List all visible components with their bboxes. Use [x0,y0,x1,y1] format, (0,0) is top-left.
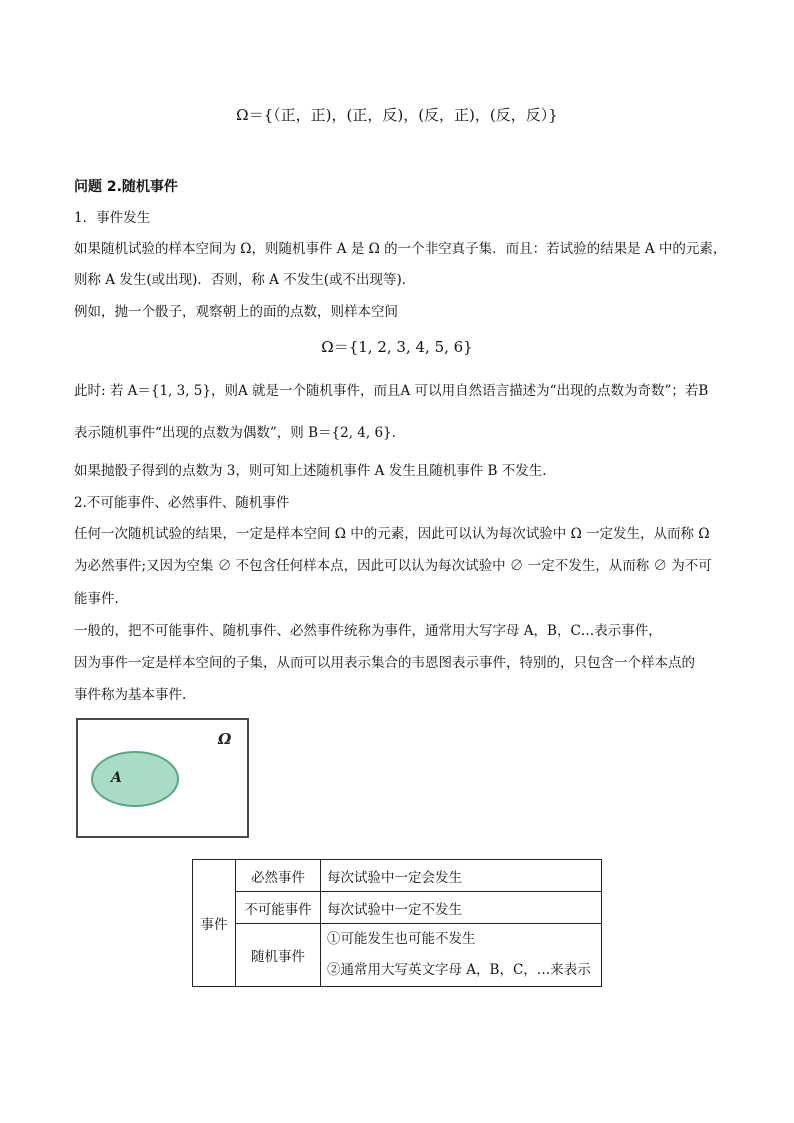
venn-universe-label: Ω [218,730,232,748]
venn-set-label: A [111,770,122,786]
table-cell-desc: 每次试验中一定会发生 [321,860,602,892]
table-cell-name: 不可能事件 [236,892,321,924]
table-row [193,860,602,892]
table-header-cell: 事件 [193,860,236,987]
table-cell-desc: 每次试验中一定不发生 [321,892,602,924]
venn-diagram [76,718,249,838]
omega-set-formula: Ω＝{（正，正)，(正，反)，(反，正)，(反，反）} [236,106,558,124]
sample-space-formula: Ω＝{1, 2, 3, 4, 5, 6} [321,338,473,356]
paragraph-4: 如果抛骰子得到的点数为 3，则可知上述随机事件 A 发生且随机事件 B 不发生. [74,463,547,479]
table-row [193,892,602,924]
paragraph-7-line-2: 事件称为基本事件. [74,687,187,703]
paragraph-2: 例如，抛一个骰子，观察朝上的面的点数，则样本空间 [74,304,398,320]
table-desc-line: ①可能发生也可能不发生 [327,931,476,947]
table-cell-name: 必然事件 [236,860,321,892]
paragraph-1-line-2: 则称 A 发生(或出现)．否则，称 A 不发生(或不出现等)． [74,272,416,288]
paragraph-7-line-1: 因为事件一定是样本空间的子集，从而可以用表示集合的韦恩图表示事件，特别的，只包含一个样本点的 [74,655,695,671]
subsection-title-1: 1．事件发生 [74,210,151,226]
table-row [193,924,602,987]
table-desc-line: ②通常用大写英文字母 A，B，C，…来表示 [327,962,591,978]
paragraph-5-line-1: 任何一次随机试验的结果，一定是样本空间 Ω 中的元素，因此可以认为每次试验中 Ω 一定发生，从而称 Ω [74,526,710,542]
paragraph-6: 一般的，把不可能事件、随机事件、必然事件统称为事件，通常用大写字母 A，B，C…表示事件， [74,623,662,639]
paragraph-1-line-1: 如果随机试验的样本空间为 Ω，则随机事件 A 是 Ω 的一个非空真子集．而且：若试验的结果是 A 中的元素， [74,241,727,257]
event-types-table [192,859,602,987]
venn-set-ellipse [91,751,179,807]
subsection-title-2: 2.不可能事件、必然事件、随机事件 [74,495,290,511]
table-cell-name: 随机事件 [236,924,321,987]
paragraph-3-line-2: 表示随机事件“出现的点数为偶数”，则 B＝{2, 4, 6}. [74,425,396,441]
table-cell-desc [321,924,602,987]
paragraph-5-line-3: 能事件. [74,591,119,607]
paragraph-3-line-1: 此时: 若 A＝{1, 3, 5}，则A 就是一个随机事件，而且A 可以用自然语言描述为“出现的点数为奇数”；若B [74,383,709,399]
section-title: 问题 2.随机事件 [74,179,178,195]
paragraph-5-line-2: 为必然事件;又因为空集 ∅ 不包含任何样本点，因此可以认为每次试验中 ∅ 一定不发生，从而称 ∅ 为不可 [74,558,712,574]
